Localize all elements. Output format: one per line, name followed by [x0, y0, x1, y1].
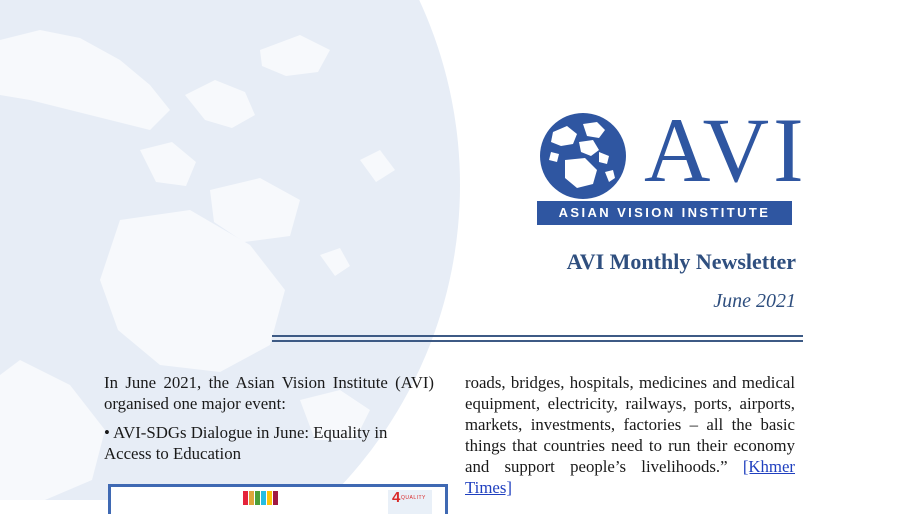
event-thumbnail[interactable]: [108, 484, 448, 514]
sdg-color-strip: [267, 491, 272, 505]
sdg4-quality-education-icon: [388, 490, 432, 514]
event-bullet: • AVI-SDGs Dialogue in June: Equality in Access to Education: [104, 423, 388, 463]
avi-logo: [537, 99, 808, 228]
globe-icon: [539, 112, 627, 200]
sdg-label: QUALITY: [401, 495, 426, 501]
divider-top: [272, 335, 803, 337]
newsletter-date: June 2021: [713, 290, 796, 312]
article-text: roads, bridges, hospitals, medicines and medical equipment, electricity, railways, ports, airports, markets, investments, factories – all the basic things that countries need to run their economy and support people’s livelihoods.”: [465, 373, 795, 476]
sdg-color-strip: [273, 491, 278, 505]
right-column: [465, 372, 795, 498]
logo-tagline: ASIAN VISION INSTITUTE: [537, 201, 792, 225]
sdg-number: 4: [392, 489, 401, 506]
left-column: [104, 372, 434, 472]
sdg-color-strip: [255, 491, 260, 505]
khmer-times-link[interactable]: [Khmer Times]: [465, 457, 795, 497]
newsletter-title: AVI Monthly Newsletter: [566, 249, 796, 274]
intro-paragraph: In June 2021, the Asian Vision Institute (AVI) organised one major event:: [104, 373, 434, 413]
logo-wordmark: AVI: [644, 99, 808, 201]
divider-bottom: [272, 340, 803, 342]
sdg-color-strip: [243, 491, 248, 505]
sdg-color-strip: [261, 491, 266, 505]
sdg-color-strip: [249, 491, 254, 505]
